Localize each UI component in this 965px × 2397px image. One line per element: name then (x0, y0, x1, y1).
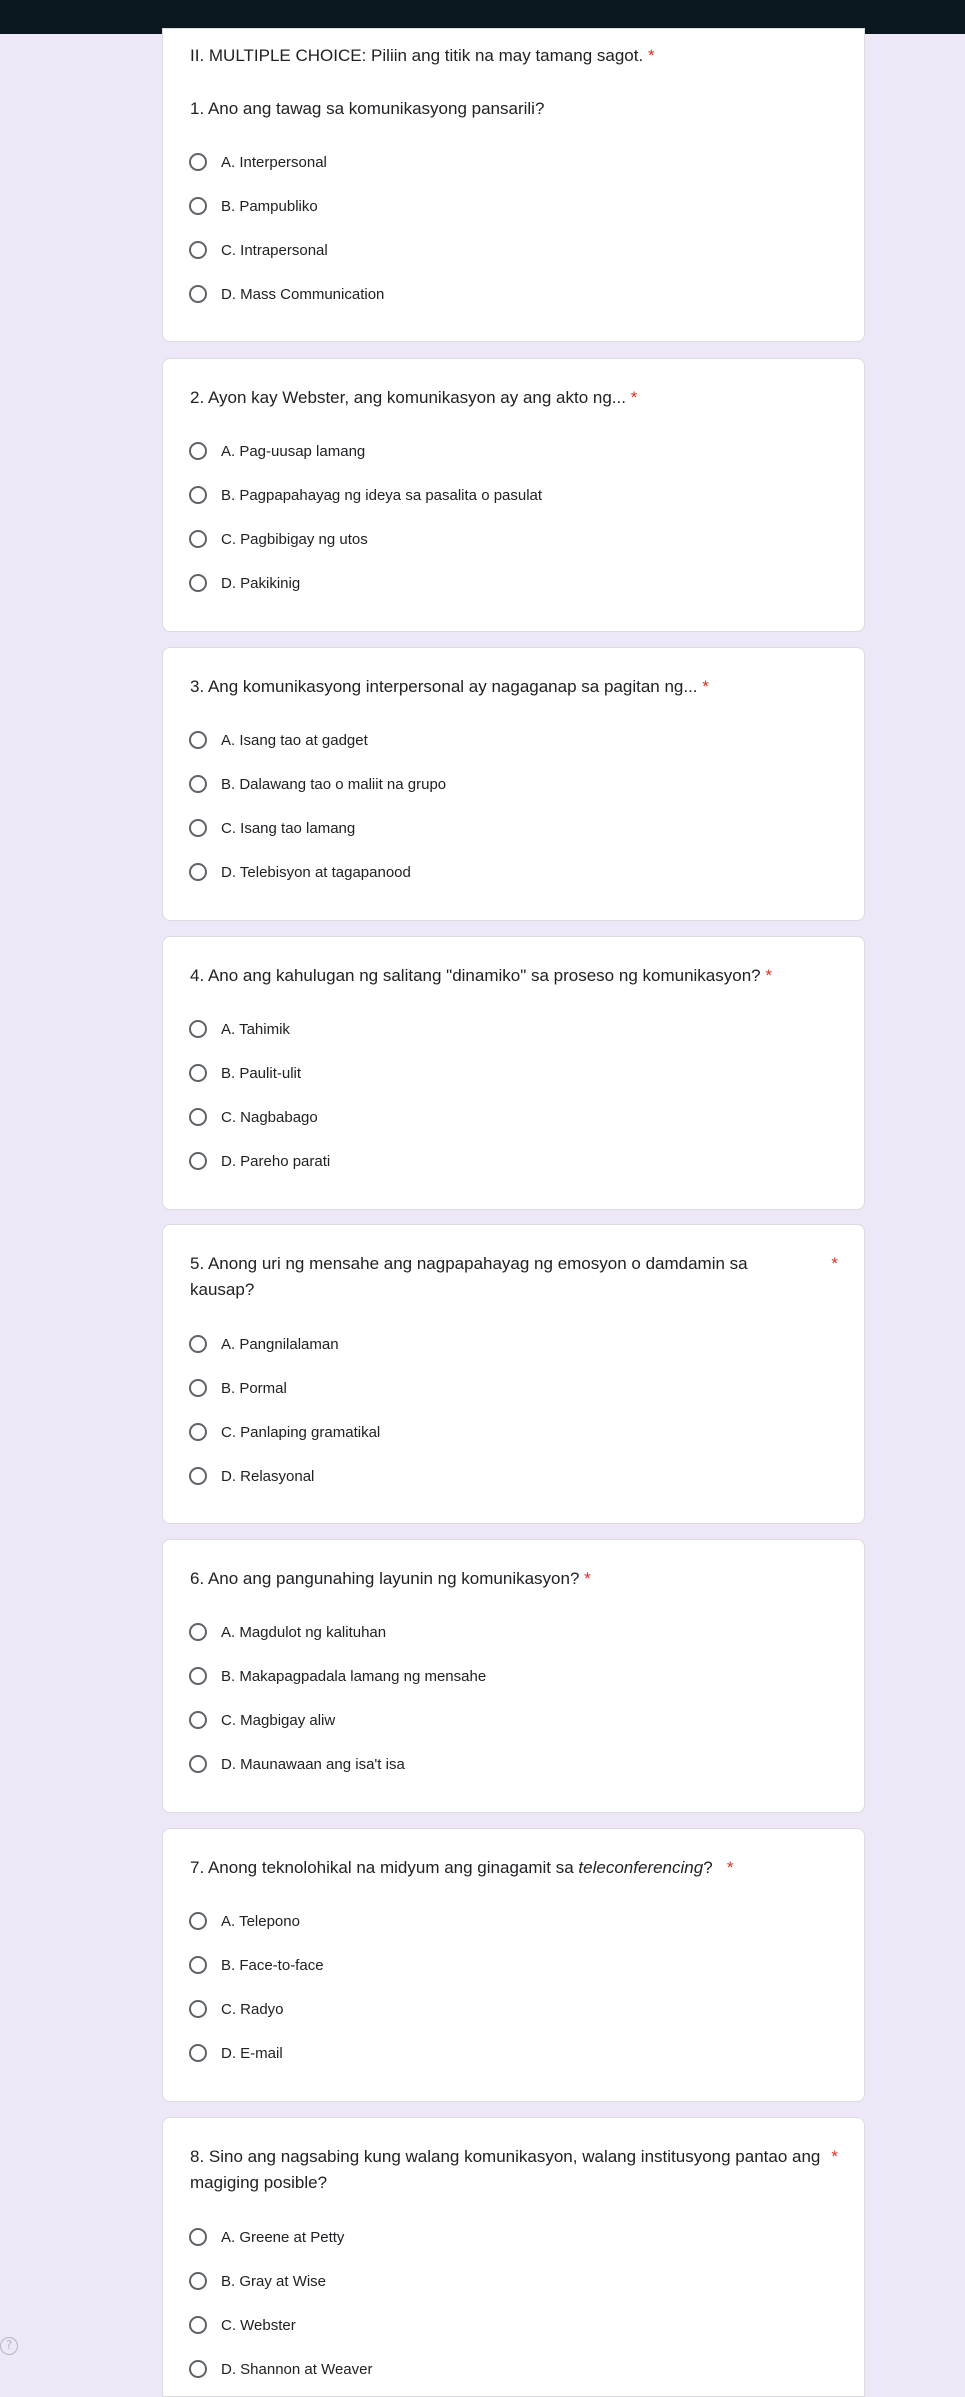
option-label: D. Telebisyon at tagapanood (221, 863, 411, 881)
question-card-1 (162, 28, 865, 342)
radio-button[interactable] (189, 2000, 207, 2018)
question-card-8 (162, 2117, 865, 2397)
option-radio[interactable] (189, 1104, 318, 1130)
option-label: C. Isang tao lamang (221, 819, 356, 837)
option-label: A. Isang tao at gadget (221, 731, 368, 749)
option-label: B. Gray at Wise (221, 2272, 327, 2290)
option-radio[interactable] (189, 438, 365, 464)
question-card-7 (162, 1828, 865, 2102)
option-radio[interactable] (189, 526, 368, 552)
option-label: D. Mass Communication (221, 285, 385, 303)
required-asterisk: * (765, 966, 772, 985)
option-label: A. Pag-uusap lamang (221, 442, 366, 460)
radio-button[interactable] (189, 1108, 207, 1126)
radio-button[interactable] (189, 241, 207, 259)
option-label: B. Paulit-ulit (221, 1064, 302, 1082)
question-title: 2. Ayon kay Webster, ang komunikasyon ay ang akto ng... * (190, 388, 638, 407)
option-radio[interactable] (189, 149, 327, 175)
radio-button[interactable] (189, 442, 207, 460)
radio-button[interactable] (189, 574, 207, 592)
option-radio[interactable] (189, 1419, 380, 1445)
option-label: D. Pakikinig (221, 574, 301, 592)
required-asterisk: * (647, 46, 655, 65)
option-radio[interactable] (189, 482, 542, 508)
radio-button[interactable] (189, 819, 207, 837)
option-label: C. Pagbibigay ng utos (221, 530, 368, 548)
option-label: C. Webster (221, 2316, 296, 2334)
radio-button[interactable] (189, 2044, 207, 2062)
radio-button[interactable] (189, 2228, 207, 2246)
option-label: B. Dalawang tao o maliit na grupo (221, 775, 447, 793)
radio-button[interactable] (189, 1755, 207, 1773)
radio-button[interactable] (189, 1667, 207, 1685)
option-radio[interactable] (189, 1016, 290, 1042)
option-label: D. Relasyonal (221, 1467, 315, 1485)
section-title: II. MULTIPLE CHOICE: Piliin ang titik na may tamang sagot. * (190, 46, 655, 65)
radio-button[interactable] (189, 1912, 207, 1930)
required-asterisk: * (630, 388, 638, 407)
option-radio[interactable] (189, 1707, 335, 1733)
option-radio[interactable] (189, 2040, 283, 2066)
required-asterisk: * (831, 1254, 838, 1273)
question-title: 3. Ang komunikasyong interpersonal ay nagaganap sa pagitan ng... * (190, 677, 709, 696)
option-radio[interactable] (189, 281, 384, 307)
option-radio[interactable] (189, 815, 355, 841)
question-title: 5. Anong uri ng mensahe ang nagpapahayag ng emosyon o damdamin sa kausap? (190, 1254, 748, 1299)
option-radio[interactable] (189, 2356, 372, 2382)
option-label: C. Magbigay aliw (221, 1711, 336, 1729)
radio-button[interactable] (189, 1956, 207, 1974)
radio-button[interactable] (189, 2272, 207, 2290)
option-radio[interactable] (189, 2224, 344, 2250)
radio-button[interactable] (189, 1152, 207, 1170)
radio-button[interactable] (189, 197, 207, 215)
question-card-5 (162, 1224, 865, 1524)
radio-button[interactable] (189, 486, 207, 504)
option-label: C. Panlaping gramatikal (221, 1423, 381, 1441)
option-label: D. Shannon at Weaver (221, 2360, 373, 2378)
question-title: 4. Ano ang kahulugan ng salitang "dinamiko" sa proseso ng komunikasyon? * (190, 966, 772, 985)
question-card-3 (162, 647, 865, 921)
option-label: C. Radyo (221, 2000, 284, 2018)
option-label: D. E-mail (221, 2044, 283, 2062)
radio-button[interactable] (189, 530, 207, 548)
required-asterisk: * (702, 677, 709, 696)
option-radio[interactable] (189, 237, 328, 263)
option-label: B. Pormal (221, 1379, 287, 1397)
radio-button[interactable] (189, 153, 207, 171)
option-radio[interactable] (189, 1908, 300, 1934)
option-label: A. Tahimik (221, 1020, 290, 1038)
option-label: A. Magdulot ng kalituhan (221, 1623, 387, 1641)
question-title: 1. Ano ang tawag sa komunikasyong pansarili? (190, 99, 545, 118)
question-card-2 (162, 358, 865, 632)
option-label: C. Intrapersonal (221, 241, 328, 259)
option-radio[interactable] (189, 1996, 284, 2022)
option-radio[interactable] (189, 193, 318, 219)
question-card-6 (162, 1539, 865, 1813)
option-label: B. Face-to-face (221, 1956, 324, 1974)
option-radio[interactable] (189, 1751, 405, 1777)
radio-button[interactable] (189, 863, 207, 881)
option-label: A. Telepono (221, 1912, 300, 1930)
option-radio[interactable] (189, 727, 368, 753)
radio-button[interactable] (189, 1423, 207, 1441)
option-radio[interactable] (189, 771, 446, 797)
option-radio[interactable] (189, 1952, 324, 1978)
option-label: D. Maunawaan ang isa't isa (221, 1755, 405, 1773)
option-radio[interactable] (189, 1148, 330, 1174)
radio-button[interactable] (189, 1623, 207, 1641)
option-label: B. Pagpapahayag ng ideya sa pasalita o pasulat (221, 486, 543, 504)
radio-button[interactable] (189, 2316, 207, 2334)
radio-button[interactable] (189, 1379, 207, 1397)
required-asterisk: * (726, 1858, 734, 1877)
option-label: B. Pampubliko (221, 197, 318, 215)
option-label: A. Greene at Petty (221, 2228, 345, 2246)
question-title: 7. Anong teknolohikal na midyum ang ginagamit sa teleconferencing? * (190, 1858, 734, 1877)
radio-button[interactable] (189, 775, 207, 793)
radio-button[interactable] (189, 1064, 207, 1082)
option-radio[interactable] (189, 859, 411, 885)
required-asterisk: * (584, 1569, 591, 1588)
option-radio[interactable] (189, 1619, 386, 1645)
option-label: D. Pareho parati (221, 1152, 331, 1170)
question-title: 8. Sino ang nagsabing kung walang komunikasyon, walang institusyong pantao ang magiging posible? (190, 2147, 821, 2192)
question-card-4 (162, 936, 865, 1210)
required-asterisk: * (831, 2147, 838, 2166)
radio-button[interactable] (189, 1020, 207, 1038)
radio-button[interactable] (189, 731, 207, 749)
option-radio[interactable] (189, 1060, 301, 1086)
option-radio[interactable] (189, 570, 300, 596)
radio-button[interactable] (189, 285, 207, 303)
radio-button[interactable] (189, 1711, 207, 1729)
option-label: C. Nagbabago (221, 1108, 318, 1126)
radio-button[interactable] (189, 2360, 207, 2378)
option-radio[interactable] (189, 1375, 287, 1401)
option-label: A. Pangnilalaman (221, 1335, 339, 1353)
option-label: B. Makapagpadala lamang ng mensahe (221, 1667, 487, 1685)
option-radio[interactable] (189, 1663, 486, 1689)
help-icon[interactable]: ? (0, 2337, 18, 2355)
option-radio[interactable] (189, 1463, 314, 1489)
radio-button[interactable] (189, 1467, 207, 1485)
title-emphasis: teleconferencing (578, 1858, 704, 1877)
radio-button[interactable] (189, 1335, 207, 1353)
option-label: A. Interpersonal (221, 153, 327, 171)
question-title: 6. Ano ang pangunahing layunin ng komunikasyon? * (190, 1569, 591, 1588)
option-radio[interactable] (189, 1331, 339, 1357)
option-radio[interactable] (189, 2268, 326, 2294)
option-radio[interactable] (189, 2312, 296, 2338)
